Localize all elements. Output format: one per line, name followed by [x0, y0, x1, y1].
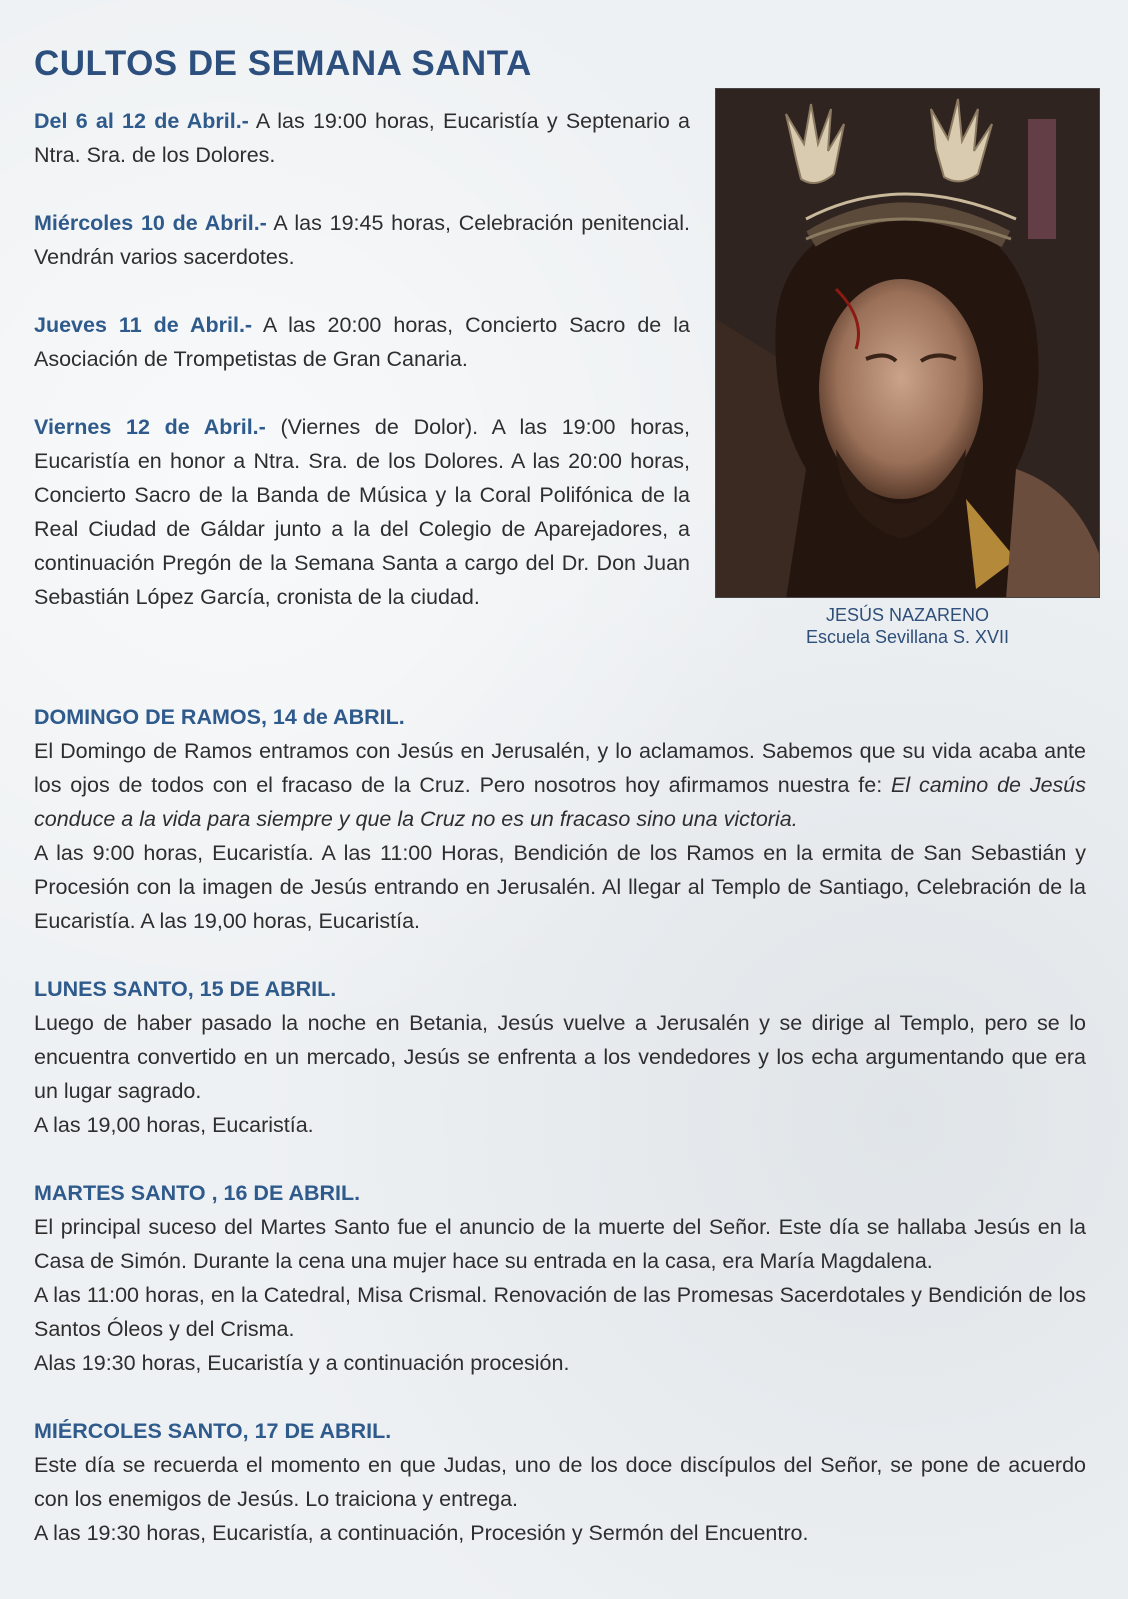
section-paragraph: A las 19,00 horas, Eucaristía. — [34, 1113, 314, 1137]
intro-date: Del 6 al 12 de Abril.- — [34, 109, 249, 133]
section-domingo-ramos — [34, 700, 1086, 938]
section-paragraph: A las 19:30 horas, Eucaristía, a continuación, Procesión y Sermón del Encuentro. — [34, 1521, 809, 1545]
section-paragraph: Este día se recuerda el momento en que Judas, uno de los doce discípulos del Señor, se pone de acuerdo con los enemigos de Jesús. Lo traiciona y entrega. — [34, 1453, 1086, 1511]
section-heading: DOMINGO DE RAMOS, 14 de ABRIL. — [34, 705, 405, 729]
section-paragraph: Luego de haber pasado la noche en Betania, Jesús vuelve a Jerusalén y se dirige al Templo, pero se lo encuentra convertido en un mercado, Jesús se enfrenta a los vendedores y los echa argumentando que era un lugar sagrado. — [34, 1011, 1086, 1103]
nazareno-illustration — [716, 89, 1100, 598]
nazareno-photo — [715, 88, 1100, 598]
section-paragraph: El principal suceso del Martes Santo fue el anuncio de la muerte del Señor. Este día se hallaba Jesús en la Casa de Simón. Durante la cena una mujer hace su entrada en la casa, era María Magdalena. — [34, 1215, 1086, 1273]
intro-text: A las 19:45 horas, Celebración penitencial. Vendrán varios sacerdotes. — [34, 211, 690, 269]
section-paragraph — [34, 734, 1086, 836]
intro-text: A las 19:00 horas, Eucaristía y Septenario a Ntra. Sra. de los Dolores. — [34, 109, 690, 167]
schedule-column — [34, 700, 1086, 1550]
section-martes-santo — [34, 1176, 1086, 1380]
intro-item — [34, 308, 690, 376]
section-miercoles-santo — [34, 1414, 1086, 1550]
intro-date: Jueves 11 de Abril.- — [34, 313, 253, 337]
paragraph-text: El Domingo de Ramos entramos con Jesús en Jerusalén, y lo aclamamos. Sabemos que su vida acaba ante los ojos de todos con el fracaso de la Cruz. Pero nosotros hoy afirmamos nuestra fe: — [34, 739, 1086, 797]
intro-column — [34, 104, 690, 614]
section-heading: LUNES SANTO, 15 DE ABRIL. — [34, 977, 337, 1001]
intro-text: A las 20:00 horas, Concierto Sacro de la Asociación de Trompetistas de Gran Canaria. — [34, 313, 690, 371]
caption-title: JESÚS NAZARENO — [825, 605, 990, 625]
section-paragraph: A las 11:00 horas, en la Catedral, Misa Crismal. Renovación de las Promesas Sacerdotales y Bendición de los Santos Óleos y del Crisma. — [34, 1283, 1086, 1341]
section-paragraph: A las 9:00 horas, Eucaristía. A las 11:00 Horas, Bendición de los Ramos en la ermita de San Sebastián y Procesión con la imagen de Jesús entrando en Jerusalén. Al llegar al Templo de Santiago, Celebración de la Eucaristía. A las 19,00 horas, Eucaristía. — [34, 841, 1086, 933]
section-lunes-santo — [34, 972, 1086, 1142]
intro-text: (Viernes de Dolor). A las 19:00 horas, Eucaristía en honor a Ntra. Sra. de los Dolores. A las 20:00 horas, Concierto Sacro de la Banda de Música y la Coral Polifónica de la Real Ciudad de Gáldar junto a la del Colegio de Aparejadores, a continuación Pregón de la Semana Santa a cargo del Dr. Don Juan Sebastián López García, cronista de la ciudad. — [34, 415, 690, 609]
page-title: CULTOS DE SEMANA SANTA — [34, 44, 532, 83]
section-heading: MARTES SANTO , 16 DE ABRIL. — [34, 1181, 361, 1205]
intro-date: Miércoles 10 de Abril.- — [34, 211, 267, 235]
intro-date: Viernes 12 de Abril.- — [34, 415, 266, 439]
intro-item — [34, 410, 690, 614]
section-heading: MIÉRCOLES SANTO, 17 DE ABRIL. — [34, 1419, 392, 1443]
section-paragraph: Alas 19:30 horas, Eucaristía y a continuación procesión. — [34, 1351, 570, 1375]
caption-subtitle: Escuela Sevillana S. XVII — [805, 627, 1010, 647]
intro-item — [34, 104, 690, 172]
intro-item — [34, 206, 690, 274]
italic-quote: El camino de Jesús conduce a la vida para siempre y que la Cruz no es un fracaso sino una victoria. — [34, 773, 1086, 831]
photo-caption — [715, 604, 1100, 648]
